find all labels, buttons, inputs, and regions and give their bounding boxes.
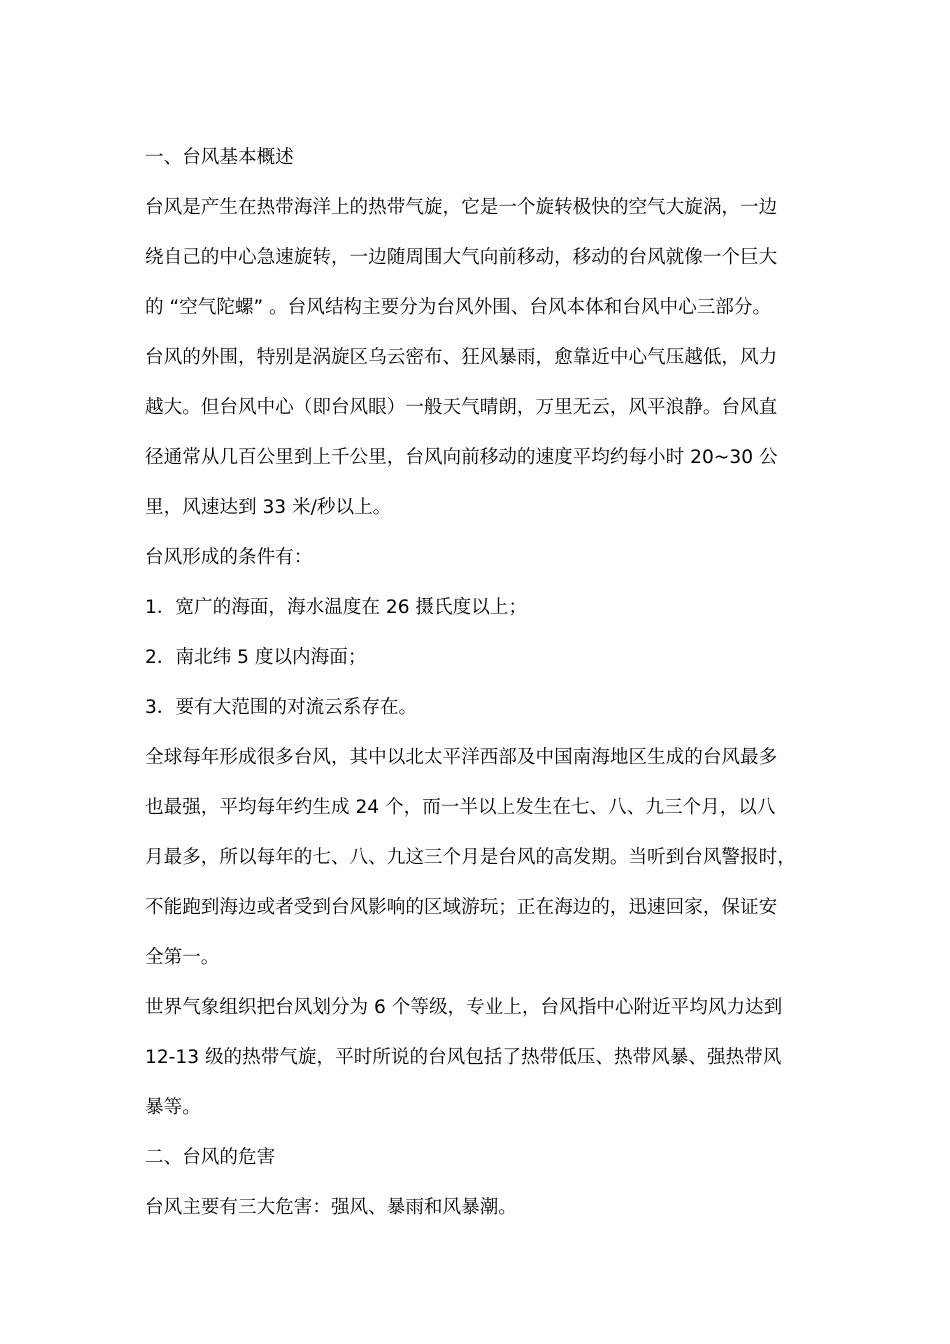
text-line: 的 “空气陀螺” 。台风结构主要分为台风外围、台风本体和台风中心三部分。 [145,297,772,318]
heading-text: 二、台风的危害 [145,1147,276,1168]
text-line: 3．要有大范围的对流云系存在。 [145,697,418,718]
text-line: 全第一。 [145,947,220,968]
paragraph-grades [145,983,815,1133]
text-line: 1．宽广的海面，海水温度在 26 摄氏度以上； [145,597,527,618]
text-line: 也最强，平均每年约生成 24 个，而一半以上发生在七、八、九三个月，以八 [145,797,776,818]
text-line: 暴等。 [145,1097,201,1118]
heading-text: 一、台风基本概述 [145,147,294,168]
text-line: 2．南北纬 5 度以内海面； [145,647,367,668]
paragraph-global [145,733,815,983]
text-line: 世界气象组织把台风划分为 6 个等级，专业上，台风指中心附近平均风力达到 [145,997,783,1018]
text-line: 12-13 级的热带气旋，平时所说的台风包括了热带低压、热带风暴、强热带风 [145,1047,782,1068]
list-item-condition-3 [145,683,815,733]
paragraph-intro [145,183,815,533]
list-item-condition-2 [145,633,815,683]
section-heading-overview [145,133,815,183]
text-line: 月最多，所以每年的七、八、九这三个月是台风的高发期。当听到台风警报时， [145,847,796,868]
text-line: 台风形成的条件有： [145,547,313,568]
text-line: 绕自己的中心急速旋转，一边随周围大气向前移动，移动的台风就像一个巨大 [145,247,778,268]
paragraph-hazards [145,1183,815,1233]
text-line: 台风是产生在热带海洋上的热带气旋，它是一个旋转极快的空气大旋涡，一边 [145,197,778,218]
list-item-condition-1 [145,583,815,633]
text-line: 台风主要有三大危害：强风、暴雨和风暴潮。 [145,1197,517,1218]
text-line: 里，风速达到 33 米/秒以上。 [145,497,392,518]
text-line: 越大。但台风中心（即台风眼）一般天气晴朗，万里无云，风平浪静。台风直 [145,397,778,418]
text-line: 不能跑到海边或者受到台风影响的区域游玩；正在海边的，迅速回家，保证安 [145,897,778,918]
section-heading-hazards [145,1133,815,1183]
document-body [145,133,815,1233]
paragraph-conditions-title [145,533,815,583]
text-line: 径通常从几百公里到上千公里，台风向前移动的速度平均约每小时 20~30 公 [145,447,778,468]
text-line: 全球每年形成很多台风，其中以北太平洋西部及中国南海地区生成的台风最多 [145,747,778,768]
text-line: 台风的外围，特别是涡旋区乌云密布、狂风暴雨，愈靠近中心气压越低，风力 [145,347,778,368]
